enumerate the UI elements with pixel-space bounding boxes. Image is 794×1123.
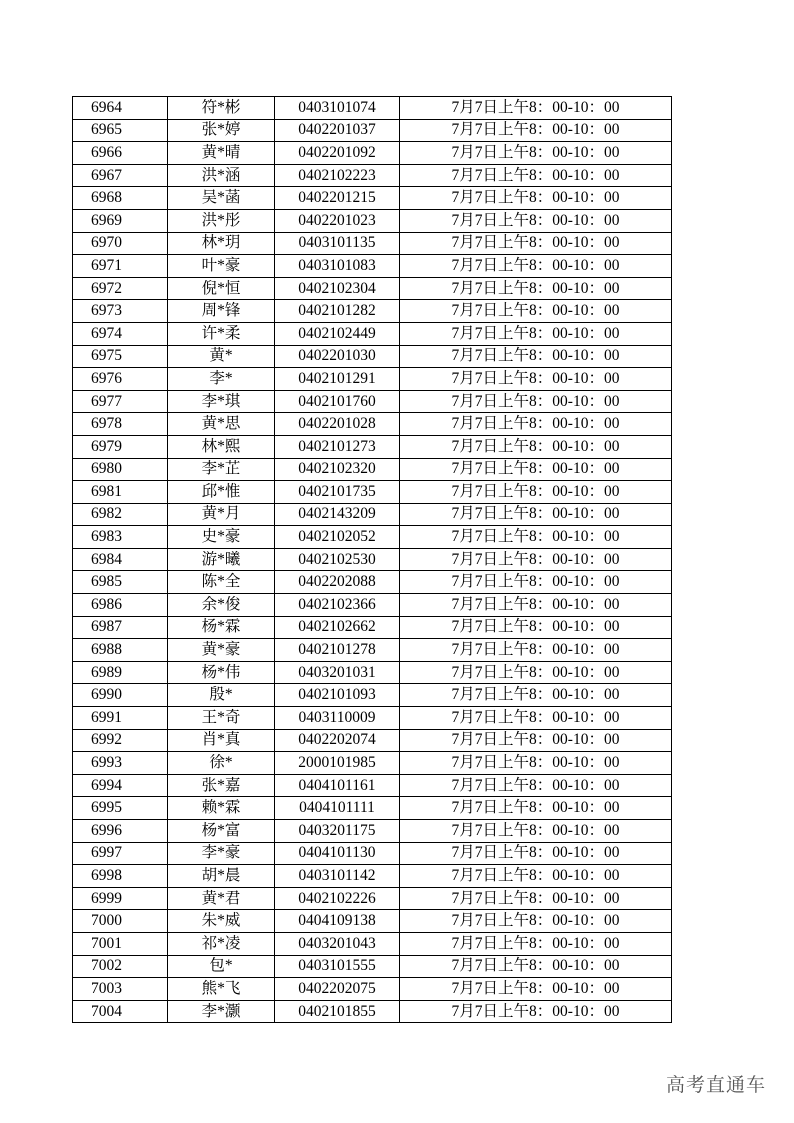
cell-name: 黄*豪 [168,639,275,662]
cell-number: 6999 [73,887,168,910]
cell-exam-time: 7月7日上午8：00-10：00 [400,865,672,888]
cell-exam-time: 7月7日上午8：00-10：00 [400,503,672,526]
cell-number: 6969 [73,209,168,232]
cell-number: 6994 [73,774,168,797]
cell-exam-time: 7月7日上午8：00-10：00 [400,119,672,142]
cell-exam-id: 0404109138 [275,910,400,933]
cell-number: 6966 [73,142,168,165]
table-row [73,413,672,436]
cell-number: 6973 [73,300,168,323]
cell-name: 包* [168,955,275,978]
table-row [73,548,672,571]
table-row [73,97,672,120]
cell-exam-time: 7月7日上午8：00-10：00 [400,164,672,187]
cell-name: 熊*飞 [168,978,275,1001]
cell-name: 黄*月 [168,503,275,526]
roster-table-body [73,97,672,1023]
cell-exam-id: 0402102052 [275,526,400,549]
table-row [73,119,672,142]
cell-name: 张*婷 [168,119,275,142]
cell-name: 朱*威 [168,910,275,933]
cell-name: 肖*真 [168,729,275,752]
cell-number: 6980 [73,458,168,481]
table-row [73,368,672,391]
table-row [73,458,672,481]
cell-exam-id: 0402102366 [275,594,400,617]
cell-exam-time: 7月7日上午8：00-10：00 [400,910,672,933]
table-row [73,322,672,345]
cell-name: 邱*惟 [168,481,275,504]
table-row [73,820,672,843]
cell-exam-id: 0402102226 [275,887,400,910]
cell-name: 黄*思 [168,413,275,436]
cell-exam-time: 7月7日上午8：00-10：00 [400,571,672,594]
exam-roster-table [72,96,672,1023]
cell-exam-id: 0403101142 [275,865,400,888]
table-row [73,503,672,526]
cell-exam-time: 7月7日上午8：00-10：00 [400,526,672,549]
cell-exam-id: 0402202088 [275,571,400,594]
cell-exam-time: 7月7日上午8：00-10：00 [400,97,672,120]
cell-name: 史*豪 [168,526,275,549]
cell-name: 张*嘉 [168,774,275,797]
cell-number: 6983 [73,526,168,549]
table-row [73,481,672,504]
table-row [73,842,672,865]
table-row [73,164,672,187]
cell-exam-time: 7月7日上午8：00-10：00 [400,435,672,458]
cell-exam-id: 0402101278 [275,639,400,662]
table-row [73,209,672,232]
cell-number: 6979 [73,435,168,458]
cell-exam-time: 7月7日上午8：00-10：00 [400,639,672,662]
cell-name: 符*彬 [168,97,275,120]
cell-exam-time: 7月7日上午8：00-10：00 [400,187,672,210]
table-row [73,887,672,910]
watermark-logo: 高考直通车 [665,1074,766,1096]
cell-exam-id: 0402102449 [275,322,400,345]
cell-exam-time: 7月7日上午8：00-10：00 [400,616,672,639]
cell-number: 6978 [73,413,168,436]
cell-exam-id: 0402101273 [275,435,400,458]
cell-name: 许*柔 [168,322,275,345]
cell-name: 王*奇 [168,707,275,730]
cell-name: 胡*晨 [168,865,275,888]
cell-name: 吴*菡 [168,187,275,210]
cell-name: 李*豪 [168,842,275,865]
cell-exam-time: 7月7日上午8：00-10：00 [400,842,672,865]
cell-exam-id: 0402202074 [275,729,400,752]
cell-exam-time: 7月7日上午8：00-10：00 [400,887,672,910]
cell-number: 7003 [73,978,168,1001]
cell-exam-id: 0403201175 [275,820,400,843]
cell-exam-id: 0402201037 [275,119,400,142]
cell-exam-id: 0403101083 [275,255,400,278]
cell-exam-id: 0403101135 [275,232,400,255]
table-row [73,390,672,413]
cell-name: 黄*晴 [168,142,275,165]
cell-number: 7002 [73,955,168,978]
cell-number: 7004 [73,1000,168,1023]
cell-number: 6982 [73,503,168,526]
cell-exam-time: 7月7日上午8：00-10：00 [400,797,672,820]
cell-number: 6964 [73,97,168,120]
cell-name: 殷* [168,684,275,707]
cell-name: 倪*恒 [168,277,275,300]
cell-name: 祁*凌 [168,932,275,955]
table-row [73,910,672,933]
cell-exam-id: 0402202075 [275,978,400,1001]
cell-number: 6976 [73,368,168,391]
cell-exam-time: 7月7日上午8：00-10：00 [400,255,672,278]
cell-exam-time: 7月7日上午8：00-10：00 [400,955,672,978]
table-row [73,978,672,1001]
cell-name: 杨*霖 [168,616,275,639]
cell-exam-time: 7月7日上午8：00-10：00 [400,142,672,165]
table-row [73,774,672,797]
cell-name: 游*曦 [168,548,275,571]
table-row [73,932,672,955]
cell-exam-time: 7月7日上午8：00-10：00 [400,322,672,345]
cell-number: 6970 [73,232,168,255]
cell-number: 6974 [73,322,168,345]
table-row [73,187,672,210]
cell-name: 林*熙 [168,435,275,458]
table-row [73,1000,672,1023]
cell-name: 陈*全 [168,571,275,594]
cell-name: 李*灏 [168,1000,275,1023]
cell-exam-id: 0402201030 [275,345,400,368]
cell-number: 6993 [73,752,168,775]
cell-exam-id: 0402101855 [275,1000,400,1023]
cell-exam-id: 0402102662 [275,616,400,639]
cell-name: 杨*富 [168,820,275,843]
cell-exam-id: 0403201031 [275,661,400,684]
cell-number: 6972 [73,277,168,300]
cell-exam-time: 7月7日上午8：00-10：00 [400,684,672,707]
cell-exam-time: 7月7日上午8：00-10：00 [400,661,672,684]
cell-number: 6965 [73,119,168,142]
cell-number: 6995 [73,797,168,820]
cell-number: 6985 [73,571,168,594]
cell-number: 6998 [73,865,168,888]
table-row [73,277,672,300]
cell-exam-id: 0402101735 [275,481,400,504]
table-row [73,684,672,707]
cell-exam-time: 7月7日上午8：00-10：00 [400,300,672,323]
table-row [73,526,672,549]
cell-exam-id: 0403201043 [275,932,400,955]
cell-number: 6996 [73,820,168,843]
cell-exam-time: 7月7日上午8：00-10：00 [400,1000,672,1023]
table-row [73,571,672,594]
cell-number: 6981 [73,481,168,504]
cell-name: 余*俊 [168,594,275,617]
cell-name: 赖*霖 [168,797,275,820]
table-row [73,752,672,775]
cell-name: 李* [168,368,275,391]
cell-number: 6971 [73,255,168,278]
table-row [73,594,672,617]
cell-name: 洪*彤 [168,209,275,232]
cell-name: 黄* [168,345,275,368]
cell-name: 洪*涵 [168,164,275,187]
table-row [73,707,672,730]
cell-exam-time: 7月7日上午8：00-10：00 [400,729,672,752]
table-row [73,616,672,639]
cell-exam-id: 0402102223 [275,164,400,187]
cell-exam-id: 0402101291 [275,368,400,391]
cell-exam-id: 0403110009 [275,707,400,730]
cell-exam-time: 7月7日上午8：00-10：00 [400,390,672,413]
cell-number: 6990 [73,684,168,707]
cell-exam-id: 0402143209 [275,503,400,526]
cell-number: 6997 [73,842,168,865]
cell-name: 徐* [168,752,275,775]
cell-exam-time: 7月7日上午8：00-10：00 [400,978,672,1001]
table-row [73,345,672,368]
cell-name: 叶*豪 [168,255,275,278]
table-row [73,797,672,820]
cell-exam-id: 0402201215 [275,187,400,210]
cell-number: 6987 [73,616,168,639]
cell-number: 6984 [73,548,168,571]
table-row [73,255,672,278]
cell-name: 杨*伟 [168,661,275,684]
table-row [73,639,672,662]
cell-number: 6992 [73,729,168,752]
cell-number: 6977 [73,390,168,413]
cell-exam-id: 0402101093 [275,684,400,707]
cell-name: 李*芷 [168,458,275,481]
cell-exam-time: 7月7日上午8：00-10：00 [400,752,672,775]
cell-exam-id: 0402101282 [275,300,400,323]
cell-exam-time: 7月7日上午8：00-10：00 [400,481,672,504]
cell-exam-time: 7月7日上午8：00-10：00 [400,594,672,617]
cell-name: 周*锋 [168,300,275,323]
cell-exam-time: 7月7日上午8：00-10：00 [400,707,672,730]
cell-number: 6967 [73,164,168,187]
table-row [73,661,672,684]
cell-exam-id: 0402102320 [275,458,400,481]
cell-exam-id: 0404101111 [275,797,400,820]
cell-exam-id: 0403101074 [275,97,400,120]
cell-exam-id: 0404101130 [275,842,400,865]
table-row [73,729,672,752]
cell-number: 6989 [73,661,168,684]
cell-number: 6986 [73,594,168,617]
cell-exam-id: 0402201023 [275,209,400,232]
cell-exam-id: 0402201092 [275,142,400,165]
cell-exam-time: 7月7日上午8：00-10：00 [400,345,672,368]
cell-exam-id: 0404101161 [275,774,400,797]
cell-number: 7001 [73,932,168,955]
cell-exam-time: 7月7日上午8：00-10：00 [400,413,672,436]
cell-exam-id: 2000101985 [275,752,400,775]
cell-number: 6975 [73,345,168,368]
cell-name: 李*琪 [168,390,275,413]
cell-exam-time: 7月7日上午8：00-10：00 [400,548,672,571]
cell-exam-time: 7月7日上午8：00-10：00 [400,932,672,955]
table-row [73,300,672,323]
cell-exam-id: 0402102530 [275,548,400,571]
cell-exam-time: 7月7日上午8：00-10：00 [400,820,672,843]
cell-exam-id: 0402101760 [275,390,400,413]
table-row [73,142,672,165]
cell-exam-id: 0402201028 [275,413,400,436]
table-row [73,232,672,255]
cell-number: 7000 [73,910,168,933]
cell-exam-time: 7月7日上午8：00-10：00 [400,368,672,391]
cell-exam-id: 0402102304 [275,277,400,300]
table-row [73,435,672,458]
cell-number: 6991 [73,707,168,730]
table-row [73,865,672,888]
cell-name: 林*玥 [168,232,275,255]
cell-number: 6988 [73,639,168,662]
cell-exam-time: 7月7日上午8：00-10：00 [400,774,672,797]
cell-exam-time: 7月7日上午8：00-10：00 [400,232,672,255]
cell-exam-id: 0403101555 [275,955,400,978]
cell-exam-time: 7月7日上午8：00-10：00 [400,277,672,300]
cell-name: 黄*君 [168,887,275,910]
cell-exam-time: 7月7日上午8：00-10：00 [400,209,672,232]
table-row [73,955,672,978]
cell-number: 6968 [73,187,168,210]
cell-exam-time: 7月7日上午8：00-10：00 [400,458,672,481]
roster-table-container [72,96,672,1023]
